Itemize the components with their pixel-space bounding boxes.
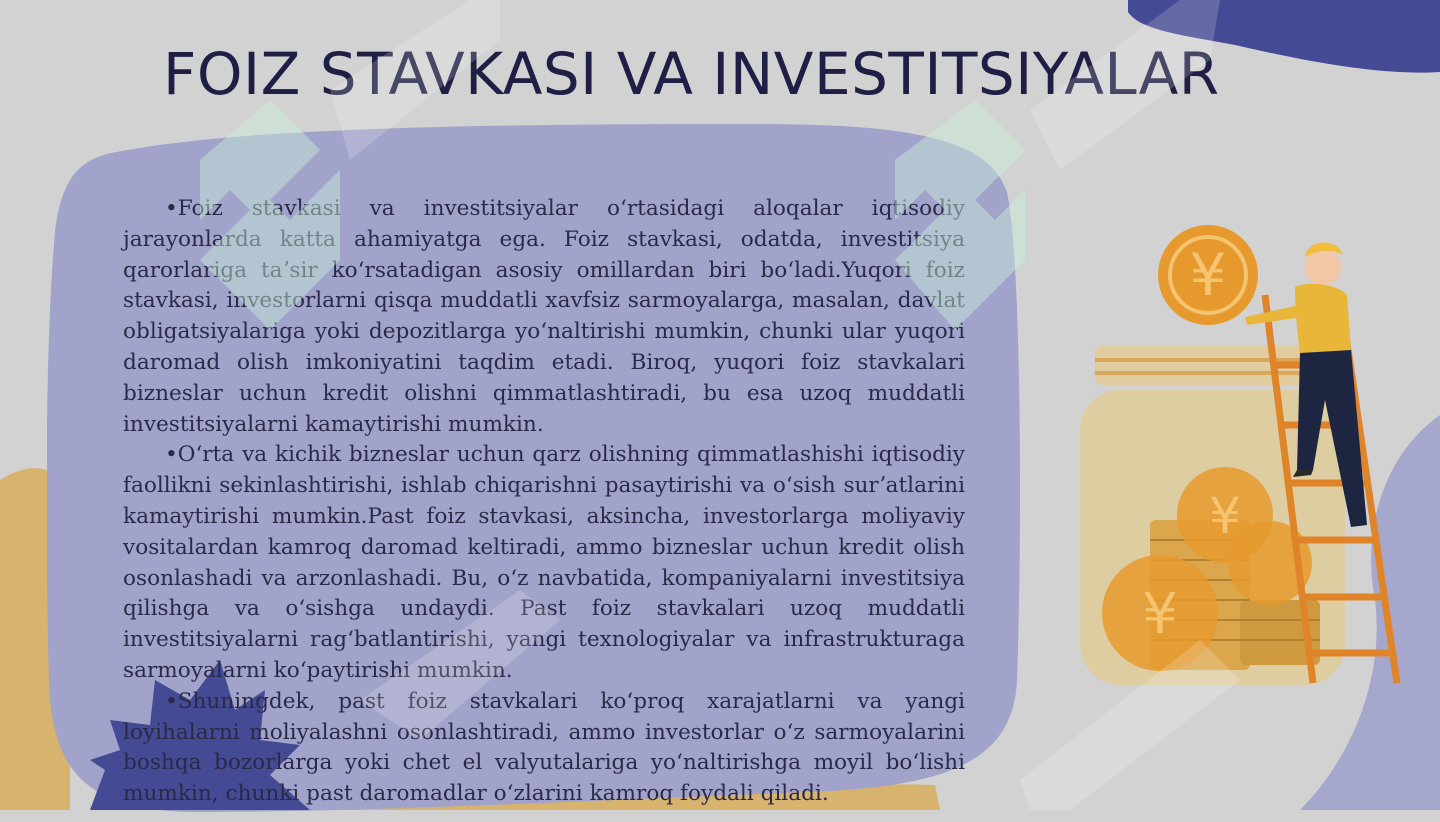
coin-jar-illustration <box>1075 225 1405 690</box>
paragraph-3: •Shuningdek, past foiz stavkalari koʻproq xarajatlarni va yangi loyihalarni moliyalashni osonlashtiradi, ammo investorlar oʻz sarmoyalarini boshqa bozorlarga yoki chet el valyutalariga yoʻnaltirishga moyil boʻlishi mumkin, chunki past daromadlar oʻzlarini kamroq foydali qiladi. <box>123 688 965 807</box>
slide-title: FOIZ STAVKASI VA INVESTITSIYALAR <box>163 40 1220 108</box>
paragraph-2: •Oʻrta va kichik bizneslar uchun qarz olishning qimmatlashishi iqtisodiy faollikni sekinlashtirishi, ishlab chiqarishni pasaytirishi va oʻsish surʼatlarini kamaytirishi mumkin.Past foiz stavkasi, aksincha, investorlarga moliyaviy vositalardan kamroq daromad keltiradi, ammo bizneslar uchun kredit olish osonlashadi va arzonlashadi. Bu, oʻz navbatida, kompaniyalarni investitsiya qilishga va oʻsishga undaydi. Past foiz stavkalari uzoq muddatli investitsiyalarni ragʻbatlantirishi, yangi texnologiyalar va infrastrukturaga sarmoyalarni koʻpaytirishi mumkin. <box>123 442 965 683</box>
body-text <box>123 194 965 810</box>
svg-text:¥: ¥ <box>1209 487 1241 545</box>
paragraph-1: •Foiz stavkasi va investitsiyalar oʻrtasidagi aloqalar iqtisodiy jarayonlarda katta ahamiyatga ega. Foiz stavkasi, odatda, investitsiya qarorlariga taʼsir koʻrsatadigan asosiy omillardan biri boʻladi.Yuqori foiz stavkasi, investorlarni qisqa muddatli xavfsiz sarmoyalarga, masalan, davlat obligatsiyalariga yoki depozitlarga yoʻnaltirishi mumkin, chunki ular yuqori daromad olish imkoniyatini taqdim etadi. Biroq, yuqori foiz stavkalari bizneslar uchun kredit olishni qimmatlashtiradi, bu esa uzoq muddatli investitsiyalarni kamaytirishi mumkin. <box>123 196 965 437</box>
svg-text:¥: ¥ <box>1189 241 1227 309</box>
svg-text:¥: ¥ <box>1142 582 1178 647</box>
